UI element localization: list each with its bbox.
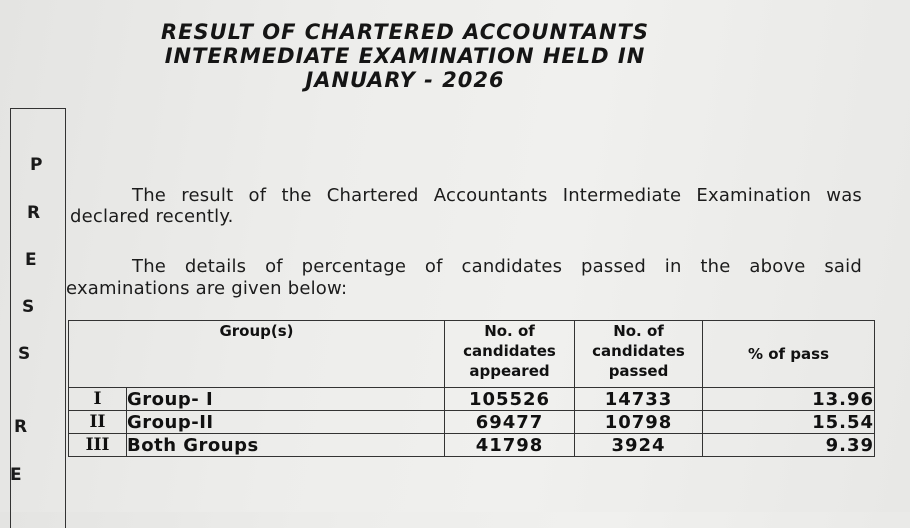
row-appeared: 69477 bbox=[445, 411, 575, 434]
row-pass-percent: 13.96 bbox=[703, 388, 875, 411]
row-roman-numeral: III bbox=[69, 434, 127, 457]
row-passed: 10798 bbox=[575, 411, 703, 434]
table-header-row bbox=[69, 321, 875, 388]
paragraph-1-line-2: declared recently. bbox=[70, 206, 234, 227]
side-letter-r: R bbox=[27, 203, 41, 223]
side-letter-s-2: S bbox=[18, 344, 31, 364]
title-line-3: JANUARY - 2026 bbox=[305, 68, 505, 92]
header-appeared bbox=[445, 321, 575, 388]
row-group-name: Group- I bbox=[127, 388, 445, 411]
header-passed-line-3: passed bbox=[608, 362, 669, 380]
paragraph-1-line-1: The result of the Chartered Accountants Intermediate Examination was bbox=[132, 185, 862, 206]
row-passed: 3924 bbox=[575, 434, 703, 457]
table-row bbox=[69, 434, 875, 457]
header-passed-line-1: No. of bbox=[613, 322, 664, 340]
results-table bbox=[68, 320, 875, 457]
paragraph-2-line-2: examinations are given below: bbox=[66, 278, 348, 299]
row-group-name: Group-II bbox=[127, 411, 445, 434]
header-appeared-line-3: appeared bbox=[469, 362, 550, 380]
side-letter-e: E bbox=[25, 250, 37, 270]
row-passed: 14733 bbox=[575, 388, 703, 411]
side-letter-s: S bbox=[22, 297, 35, 317]
title-line-1: RESULT OF CHARTERED ACCOUNTANTS bbox=[160, 20, 650, 44]
side-letter-p: P bbox=[30, 155, 43, 175]
side-letter-e-2: E bbox=[10, 465, 22, 485]
header-passed-line-2: candidates bbox=[592, 342, 685, 360]
row-group-name: Both Groups bbox=[127, 434, 445, 457]
header-appeared-line-1: No. of bbox=[484, 322, 535, 340]
header-passed bbox=[575, 321, 703, 388]
row-pass-percent: 9.39 bbox=[703, 434, 875, 457]
document-title bbox=[140, 20, 670, 92]
paragraph-2-line-1: The details of percentage of candidates passed in the above said bbox=[132, 256, 862, 277]
table-row bbox=[69, 388, 875, 411]
table-row bbox=[69, 411, 875, 434]
header-groups: Group(s) bbox=[69, 321, 445, 388]
header-pass-percent: % of pass bbox=[703, 321, 875, 388]
side-letter-r-2: R bbox=[14, 417, 28, 437]
row-pass-percent: 15.54 bbox=[703, 411, 875, 434]
row-roman-numeral: I bbox=[69, 388, 127, 411]
row-roman-numeral: II bbox=[69, 411, 127, 434]
row-appeared: 105526 bbox=[445, 388, 575, 411]
header-appeared-line-2: candidates bbox=[463, 342, 556, 360]
row-appeared: 41798 bbox=[445, 434, 575, 457]
title-line-2: INTERMEDIATE EXAMINATION HELD IN bbox=[164, 44, 646, 68]
